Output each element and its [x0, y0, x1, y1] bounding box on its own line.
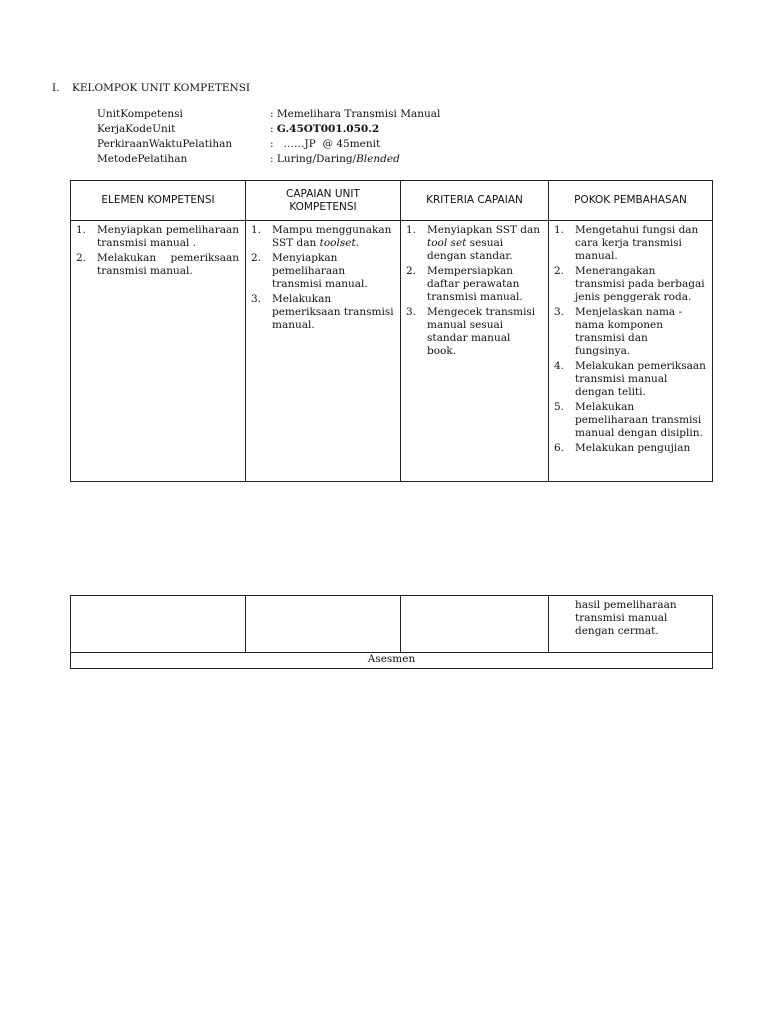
list-item	[406, 306, 542, 358]
list-number: 2.	[554, 265, 565, 277]
cell-kriteria	[401, 221, 549, 482]
meta-prefix: : Luring/Daring/	[270, 153, 357, 165]
list-item	[251, 224, 394, 250]
table-body-row	[71, 221, 713, 482]
meta-label: KerjaKodeUnit	[97, 123, 176, 135]
list-text: Mengetahui fungsi dan cara kerja transmisi manual.	[575, 224, 699, 262]
list-number: 2.	[76, 252, 87, 264]
cell-pokok-continued	[549, 596, 713, 653]
meta-label: MetodePelatihan	[97, 153, 188, 165]
section-heading: KELOMPOK UNIT KOMPETENSI	[72, 82, 251, 94]
list-number: 5.	[554, 401, 565, 413]
list-item	[76, 252, 239, 278]
unit-meta	[97, 107, 440, 167]
list-text: Menyiapkan pemeliharaan transmisi manual.	[272, 252, 368, 290]
cell-empty	[401, 596, 549, 653]
list-number: 4.	[554, 360, 565, 372]
list-text: Menjelaskan nama - nama komponen transmisi dan fungsinya.	[575, 306, 683, 357]
meta-value: : Memelihara Transmisi Manual	[270, 108, 441, 120]
cell-capaian	[246, 221, 401, 482]
header-capaian: CAPAIAN UNIT KOMPETENSI	[246, 181, 401, 221]
section-title	[52, 82, 250, 94]
list-text: Melakukan pemeliharaan transmisi manual dengan disiplin.	[575, 401, 703, 439]
table-continued-row	[71, 596, 713, 653]
list-text: Mengecek transmisi manual sesuai standar manual book.	[427, 306, 536, 357]
meta-italic: Blended	[356, 153, 400, 165]
list-item	[406, 224, 542, 263]
meta-row-metode	[97, 152, 440, 167]
meta-value: : ……JP @ 45menit	[270, 138, 381, 150]
list-item	[554, 224, 706, 263]
meta-prefix: :	[270, 123, 277, 135]
meta-value	[270, 152, 400, 167]
list-number: 2.	[251, 252, 262, 264]
section-number: I.	[52, 82, 60, 94]
meta-label: UnitKompetensi	[97, 108, 183, 120]
list-item	[554, 442, 706, 455]
cell-empty	[71, 596, 246, 653]
header-pokok: POKOK PEMBAHASAN	[549, 181, 713, 221]
list-item	[554, 265, 706, 304]
header-kriteria: KRITERIA CAPAIAN	[401, 181, 549, 221]
list-item	[554, 401, 706, 440]
list-item	[406, 265, 542, 304]
list-text: Melakukan pemeriksaan transmisi manual.	[97, 252, 239, 277]
competency-table-continued	[70, 595, 713, 669]
meta-label: PerkiraanWaktuPelatihan	[97, 138, 233, 150]
competency-table	[70, 180, 713, 482]
list-text: Menyiapkan SST dan tool set sesuai dengan standar.	[427, 224, 541, 262]
header-elemen: ELEMEN KOMPETENSI	[71, 181, 246, 221]
asesmen-label: Asesmen	[71, 653, 713, 669]
list-item	[251, 252, 394, 291]
unit-code: G.45OT001.050.2	[276, 123, 380, 135]
cell-elemen	[71, 221, 246, 482]
list-text: Melakukan pemeriksaan transmisi manual.	[272, 293, 394, 331]
list-number: 2.	[406, 265, 417, 277]
list-number: 1.	[251, 224, 262, 236]
list-number: 1.	[554, 224, 565, 236]
meta-row-unit	[97, 107, 440, 122]
table-header-row	[71, 181, 713, 221]
list-text: Menerangakan transmisi pada berbagai jenis penggerak roda.	[575, 265, 705, 303]
list-number: 3.	[554, 306, 565, 318]
meta-row-kode	[97, 122, 440, 137]
list-item	[554, 360, 706, 399]
list-number: 3.	[251, 293, 262, 305]
list-text: Mampu menggunakan SST dan toolset.	[272, 224, 392, 249]
meta-value	[270, 122, 379, 137]
cell-empty	[246, 596, 401, 653]
list-item	[76, 224, 239, 250]
list-text: Melakukan pemeriksaan transmisi manual dengan teliti.	[575, 360, 706, 398]
list-number: 1.	[406, 224, 417, 236]
list-item	[251, 293, 394, 332]
asesmen-row	[71, 653, 713, 669]
meta-row-waktu	[97, 137, 440, 152]
list-text: Menyiapkan pemeliharaan transmisi manual .	[97, 224, 239, 249]
cell-pokok	[549, 221, 713, 482]
list-text: Mempersiapkan daftar perawatan transmisi manual.	[427, 265, 523, 303]
list-number: 1.	[76, 224, 87, 236]
list-text: Melakukan pengujian	[575, 442, 691, 454]
list-item	[554, 306, 706, 358]
list-number: 6.	[554, 442, 565, 454]
list-number: 3.	[406, 306, 417, 318]
list-item: hasil pemeliharaan transmisi manual dengan cermat.	[575, 599, 677, 637]
